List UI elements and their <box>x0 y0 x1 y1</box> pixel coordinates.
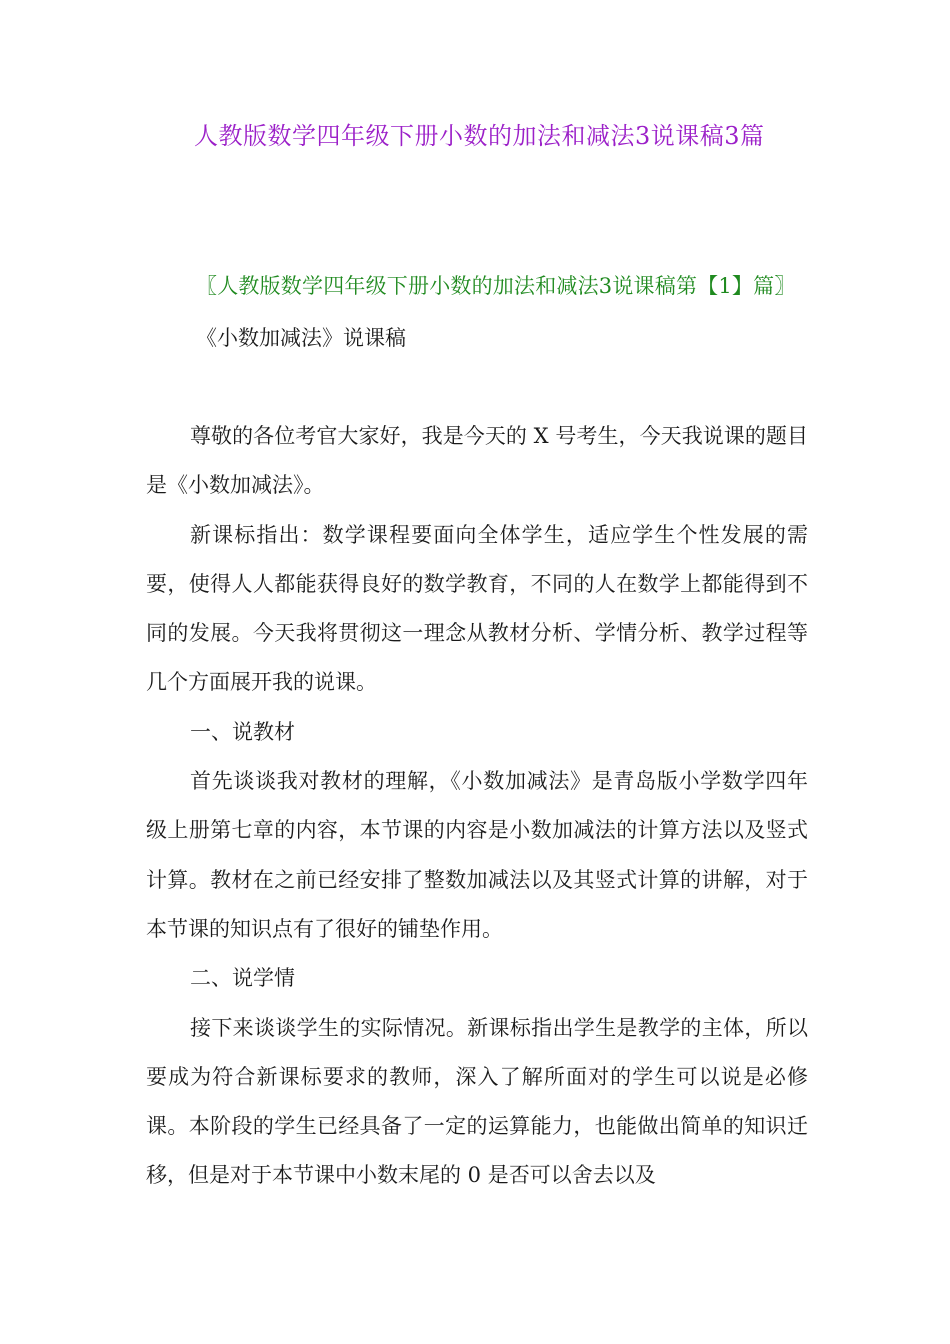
paragraph-curriculum: 新课标指出：数学课程要面向全体学生，适应学生个性发展的需要，使得人人都能获得良好的数学教育，不同的人在数学上都能得到不同的发展。今天我将贯彻这一理念从教材分析、学情分析、教学过程等几个方面展开我的说课。 <box>146 522 808 695</box>
heading-students: 二、说学情 <box>190 966 295 991</box>
document-body <box>146 412 808 1201</box>
section-heading: 〖人教版数学四年级下册小数的加法和减法3说课稿第【1】篇〗 <box>196 274 796 298</box>
heading-textbook: 一、说教材 <box>190 719 295 744</box>
paragraph-textbook: 首先谈谈我对教材的理解，《小数加减法》是青岛版小学数学四年级上册第七章的内容，本节课的内容是小数加减法的计算方法以及竖式计算。教材在之前已经安排了整数加减法以及其竖式计算的讲解，对于本节课的知识点有了很好的铺垫作用。 <box>146 769 808 941</box>
paragraph-students: 接下来谈谈学生的实际情况。新课标指出学生是教学的主体，所以要成为符合新课标要求的教师，深入了解所面对的学生可以说是必修课。本阶段的学生已经具备了一定的运算能力，也能做出简单的知识迁移，但是对于本节课中小数末尾的 0 是否可以舍去以及 <box>146 1015 808 1188</box>
paragraph-greeting: 尊敬的各位考官大家好，我是今天的 X 号考生，今天我说课的题目是《小数加减法》。 <box>146 424 808 498</box>
document-title: 人教版数学四年级下册小数的加法和减法3说课稿3篇 <box>194 122 765 150</box>
lesson-subtitle: 《小数加减法》说课稿 <box>196 326 406 350</box>
